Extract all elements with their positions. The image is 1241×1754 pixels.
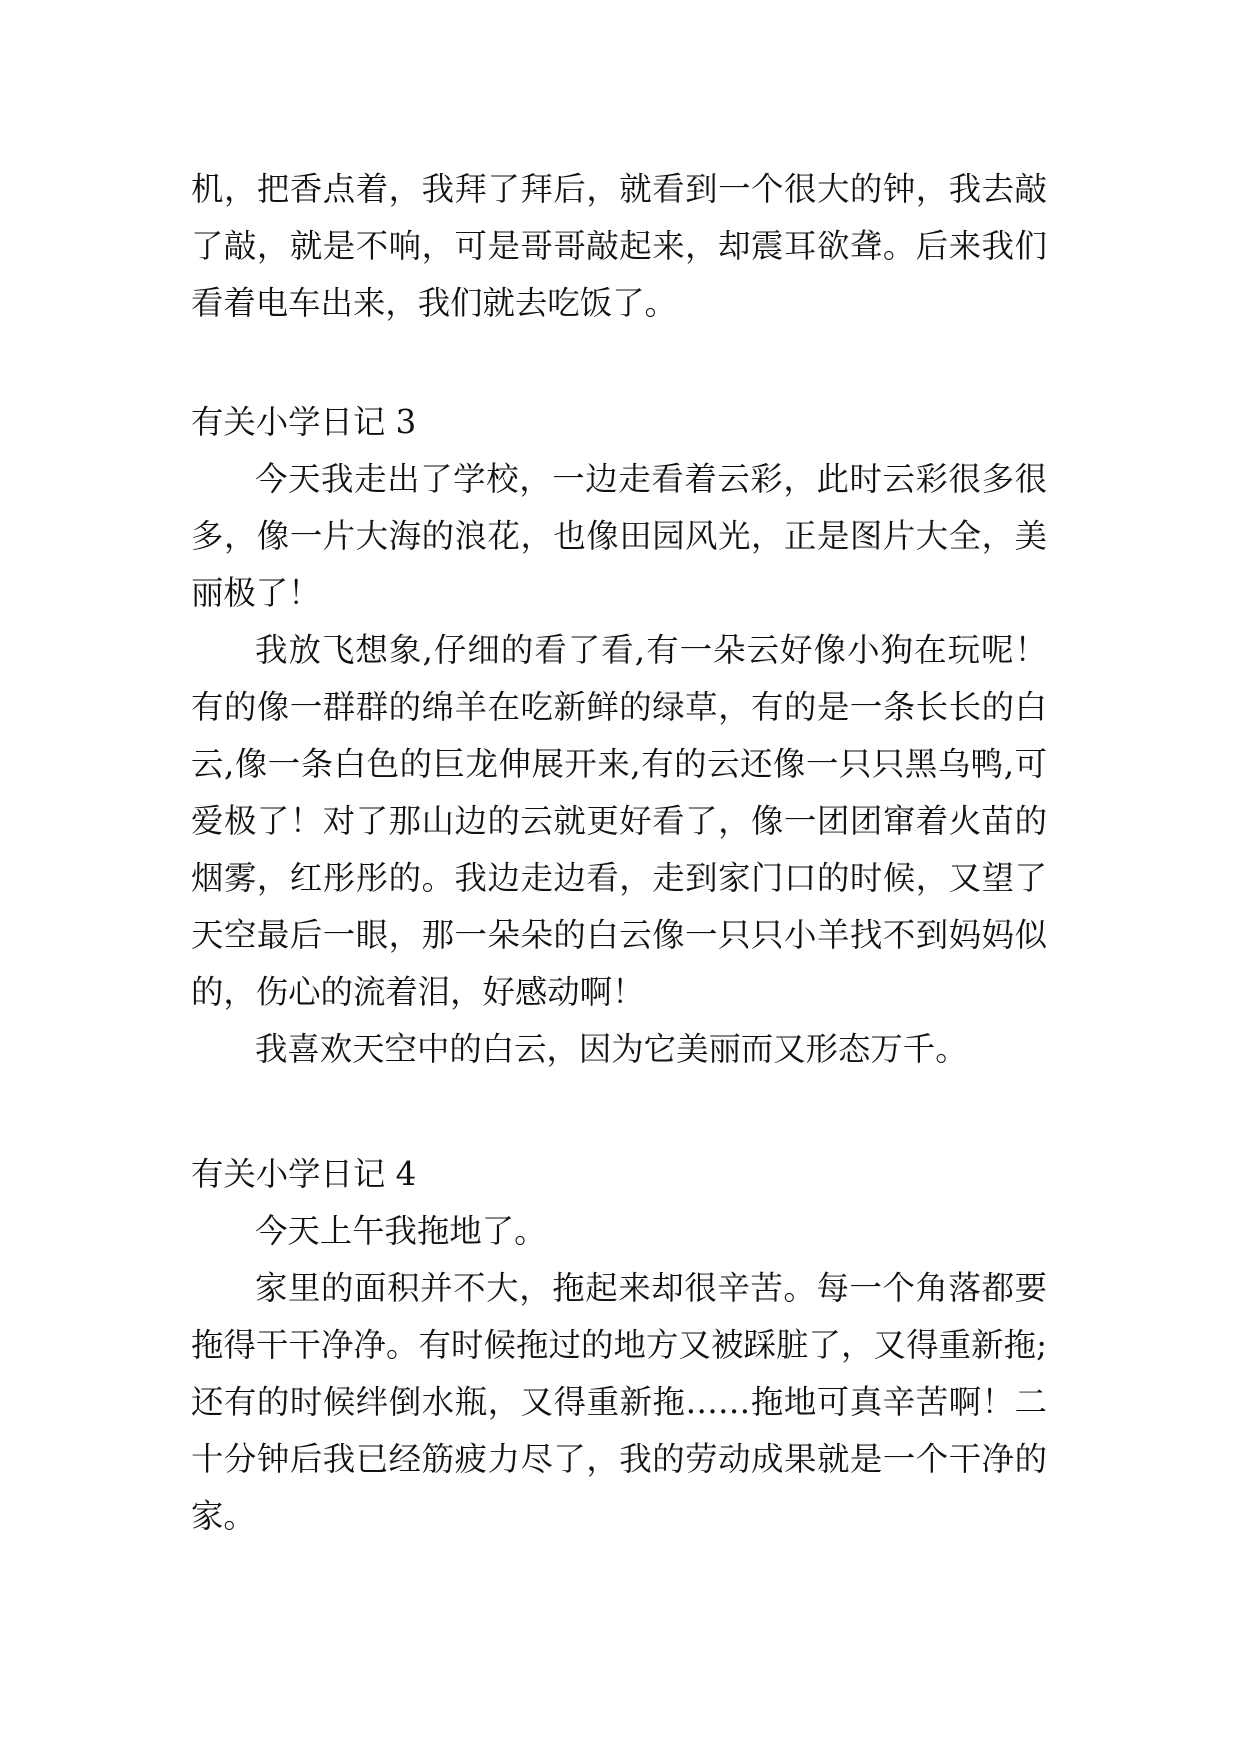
paragraph: 今天我走出了学校，一边走看着云彩，此时云彩很多很多，像一片大海的浪花，也像田园风光，正是图片大全，美丽极了！	[191, 460, 1047, 612]
diary-entry-3-title: 有关小学日记 3	[191, 403, 417, 441]
paragraph: 家里的面积并不大，拖起来却很辛苦。每一个角落都要拖得干干净净。有时候拖过的地方又被踩脏了，又得重新拖;还有的时候绊倒水瓶，又得重新拖……拖地可真辛苦啊！二十分钟后我已经筋疲力尽了，我的劳动成果就是一个干净的家。	[191, 1269, 1047, 1535]
paragraph: 今天上午我拖地了。	[255, 1212, 547, 1250]
paragraph: 我放飞想象,仔细的看了看,有一朵云好像小狗在玩呢！有的像一群群的绵羊在吃新鲜的绿草，有的是一条长长的白云,像一条白色的巨龙伸展开来,有的云还像一只只黑乌鸭,可爱极了！对了那山边的云就更好看了，像一团团窜着火苗的烟雾，红彤彤的。我边走边看，走到家门口的时候，又望了天空最后一眼，那一朵朵的白云像一只只小羊找不到妈妈似的，伤心的流着泪，好感动啊！	[191, 631, 1047, 1011]
paragraph: 机，把香点着，我拜了拜后，就看到一个很大的钟，我去敲了敲，就是不响，可是哥哥敲起来，却震耳欲聋。后来我们看着电车出来，我们就去吃饭了。	[191, 170, 1047, 322]
diary-entry-4-body	[191, 1203, 1047, 1545]
diary-entry-4-title: 有关小学日记 4	[191, 1155, 417, 1193]
previous-entry-continuation	[191, 161, 1047, 332]
diary-entry-3-body	[191, 451, 1047, 1078]
paragraph: 我喜欢天空中的白云，因为它美丽而又形态万千。	[255, 1030, 968, 1068]
